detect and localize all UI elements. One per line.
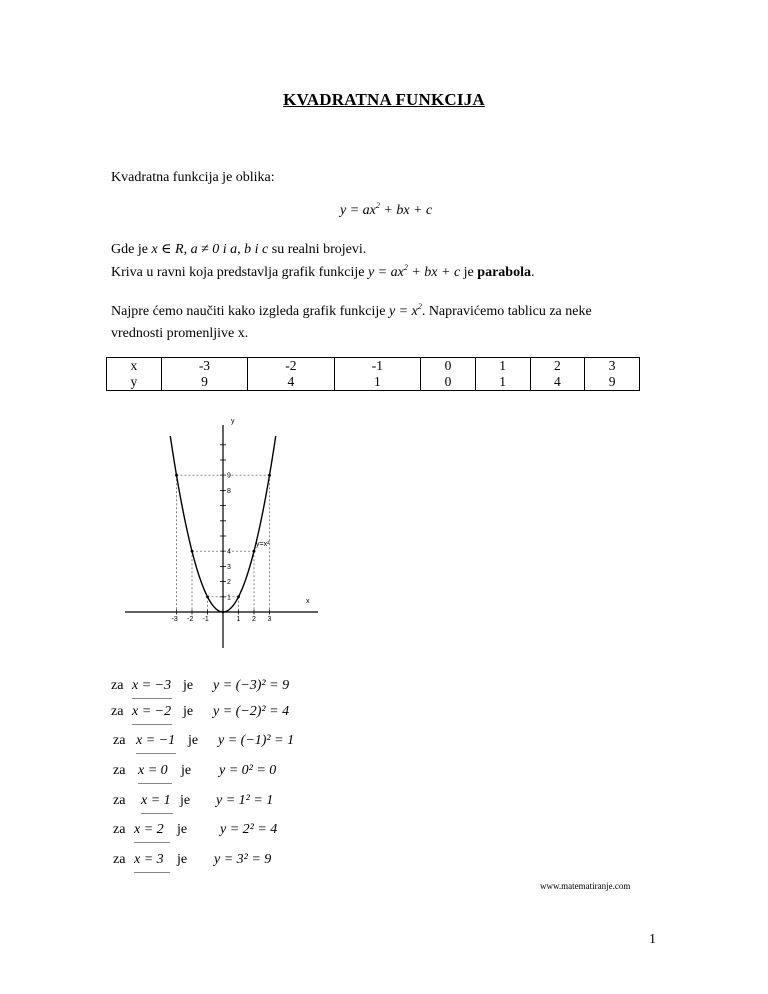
x-tick-label: 3 (267, 616, 272, 623)
calc-x-value: x = −3 (132, 678, 172, 693)
data-point (175, 474, 178, 477)
calc-je-label: je (180, 793, 191, 808)
calc-za-label: za (111, 678, 124, 693)
page-title: KVADRATNA FUNKCIJA (283, 90, 485, 109)
calc-je-label: je (183, 704, 194, 719)
underline (134, 842, 170, 843)
page-number: 1 (649, 932, 656, 947)
x-tick-label: -1 (202, 616, 209, 623)
curve-label: y=x² (256, 541, 270, 548)
calc-y-result: y = 1² = 1 (216, 793, 274, 808)
table-cell: 1 (475, 358, 530, 375)
calc-je-label: je (177, 822, 188, 837)
table-cell: 0 (421, 374, 476, 391)
y-tick-label: 3 (227, 563, 231, 571)
x-tick-label: -3 (171, 616, 178, 623)
conditions-line-1: Gde je x ∈ R, a ≠ 0 i a, b i c su realni brojevi. (111, 242, 367, 257)
y-tick-label: 4 (227, 548, 231, 556)
y-tick-label: 8 (227, 487, 231, 495)
data-point (191, 550, 194, 553)
y-tick-label: 2 (227, 579, 231, 587)
data-point (206, 595, 209, 598)
table-cell: 0 (421, 358, 476, 375)
y-tick-label: 9 (227, 472, 231, 480)
data-point (222, 611, 225, 614)
table-cell: x (107, 358, 162, 375)
table-cell: 9 (585, 374, 640, 391)
calc-y-result: y = (−2)² = 4 (213, 704, 290, 719)
table-cell: -3 (161, 358, 247, 375)
calc-x-value: x = −2 (132, 704, 172, 719)
calc-za-label: za (113, 733, 126, 748)
calc-y-result: y = 3² = 9 (214, 852, 272, 867)
calc-je-label: je (183, 678, 194, 693)
data-point (253, 550, 256, 553)
x-axis-label: x (306, 598, 310, 605)
calc-je-label: je (177, 852, 188, 867)
y-tick-label: 1 (227, 594, 231, 602)
calc-y-result: y = 0² = 0 (219, 763, 277, 778)
x-tick-label: -2 (187, 616, 194, 623)
intro-text: Kvadratna funkcija je oblika: (111, 170, 275, 185)
data-point (237, 595, 240, 598)
calc-za-label: za (113, 852, 126, 867)
calc-za-label: za (111, 704, 124, 719)
underline (138, 783, 172, 784)
table-cell: 4 (530, 374, 585, 391)
x-tick-label: 1 (236, 616, 241, 623)
table-row (107, 358, 640, 375)
underline (134, 872, 170, 873)
calc-je-label: je (181, 763, 192, 778)
learn-line-2: vrednosti promenljive x. (111, 326, 249, 341)
data-point (268, 474, 271, 477)
calc-x-value: x = 2 (134, 822, 164, 837)
table-cell: -1 (334, 358, 420, 375)
x-tick-label: 2 (252, 616, 256, 623)
table-cell: 3 (585, 358, 640, 375)
calc-y-result: y = (−1)² = 1 (218, 733, 295, 748)
table-cell: 9 (161, 374, 247, 391)
table-cell: -2 (248, 358, 334, 375)
calc-x-value: x = −1 (136, 733, 176, 748)
calc-za-label: za (113, 822, 126, 837)
calc-je-label: je (188, 733, 199, 748)
general-formula: $y = ax^2$ + bx + c (340, 201, 433, 218)
footer-url: www.matematiranje.com (540, 881, 631, 891)
calc-x-value: x = 1 (141, 793, 171, 808)
value-table (106, 357, 640, 391)
table-cell: 1 (334, 374, 420, 391)
table-cell: 4 (248, 374, 334, 391)
table-row (107, 374, 640, 391)
parabola-curve (170, 436, 275, 612)
table-cell: y (107, 374, 162, 391)
underline (132, 698, 172, 699)
calc-y-result: y = (−3)² = 9 (213, 678, 290, 693)
table-cell: 1 (475, 374, 530, 391)
calc-x-value: x = 0 (138, 763, 168, 778)
underline (136, 753, 176, 754)
learn-line-1: Najpre ćemo naučiti kako izgleda grafik funkcije $y = x^2$. Napravićemo tablicu za neke (111, 302, 592, 319)
conditions-line-2: Kriva u ravni koja predstavlja grafik funkcije $y = ax^2$ + bx + c je parabola. (111, 263, 535, 280)
table-cell: 2 (530, 358, 585, 375)
underline (132, 724, 172, 725)
calc-x-value: x = 3 (134, 852, 164, 867)
y-axis-label: y (231, 418, 235, 425)
calc-y-result: y = 2² = 4 (220, 822, 278, 837)
calc-za-label: za (113, 793, 126, 808)
underline (141, 813, 173, 814)
calc-za-label: za (113, 763, 126, 778)
